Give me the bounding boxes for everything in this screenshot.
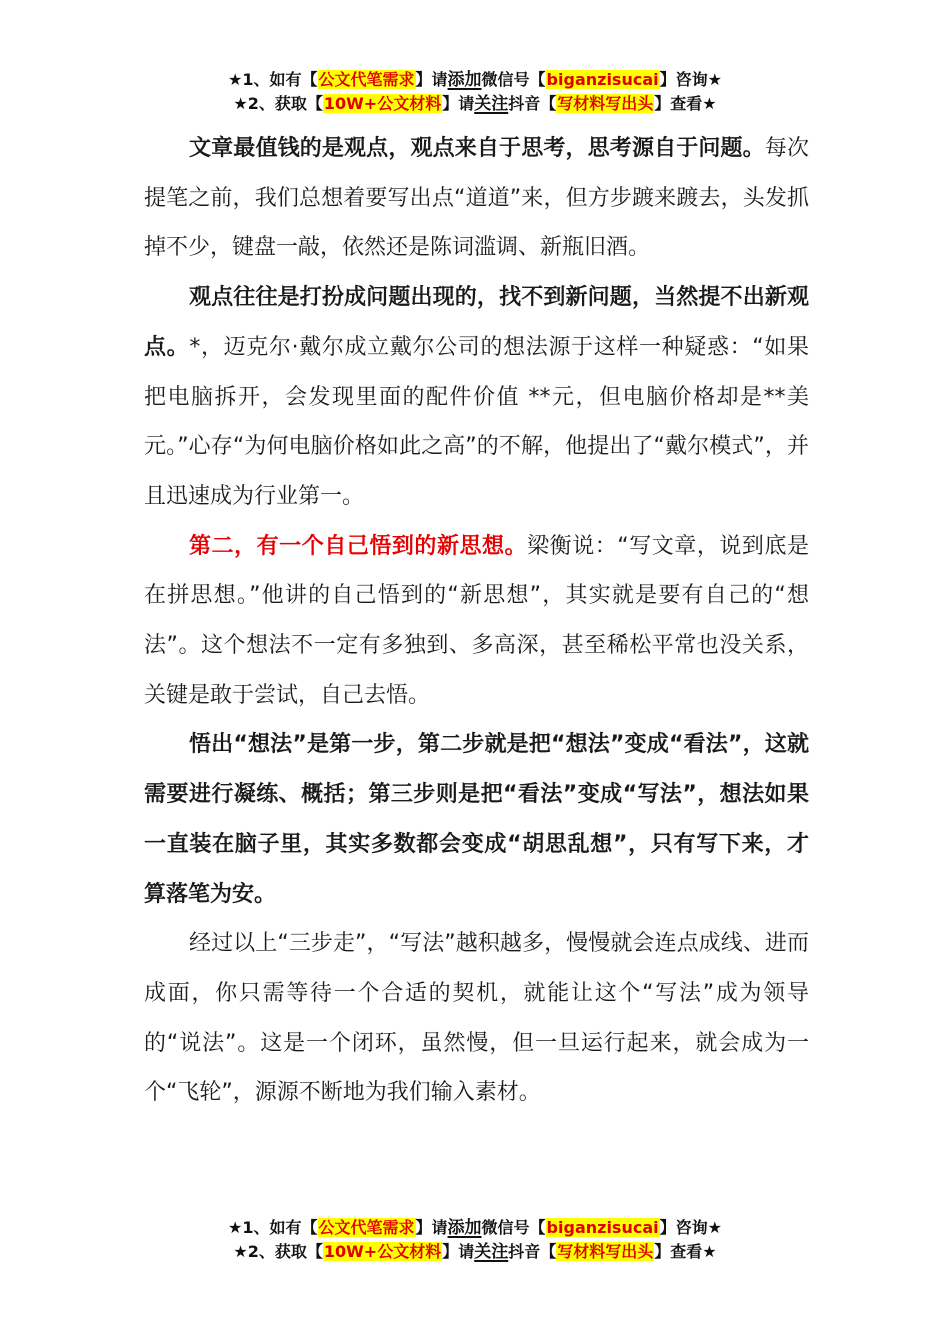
highlight-materials: 10W+公文材料 [323,94,442,113]
paragraph-5: 经过以上“三步走”，“写法”越积越多，慢慢就会连点成线、进而成面，你只需等待一个合适的契机，就能让这个“写法”成为领导的“说法”。这是一个闭环，虽然慢，但一旦运行起来，就会成为一个“飞轮”，源源不断地为我们输入素材。 [144,931,809,1106]
footer-underlined-follow: 关注 [474,1242,509,1262]
paragraph-1: 文章最值钱的是观点，观点来自于思考，思考源自于问题。每次提笔之前，我们总想着要写出点“道道”来，但方步踱来踱去，头发抓掉不少，键盘一敲，依然还是陈词滥调、新瓶旧酒。 [144,136,809,261]
paragraph-4: 悟出“想法”是第一步，第二步就是把“想法”变成“看法”，这就需要进行凝练、概括；第三步则是把“看法”变成“写法”，想法如果一直装在脑子里，其实多数都会变成“胡思乱想”，只有写下来，才算落笔为安。 [144,732,809,907]
footer-underlined-add: 添加 [447,1218,482,1238]
footer-highlight-service: 公文代笔需求 [318,1218,415,1237]
paragraph-2: 观点往往是打扮成问题出现的，找不到新问题，当然提不出新观点。*，迈克尔·戴尔成立戴尔公司的想法源于这样一种疑惑：“如果把电脑拆开，会发现里面的配件价值 **元，但电脑价格却是**美元。”心存“为何电脑价格如此之高”的不解，他提出了“戴尔模式”，并且迅速成为行业第一。 [144,285,809,509]
paragraph-3: 第二，有一个自己悟到的新思想。梁衡说：“写文章，说到底是在拼思想。”他讲的自己悟到的“新思想”，其实就是要有自己的“想法”。这个想法不一定有多独到、多高深，甚至稀松平常也没关系，关键是敢于尝试，自己去悟。 [144,533,809,708]
underlined-add: 添加 [447,70,482,90]
footer-line-1: ★1、如有【公文代笔需求】请添加微信号【biganzisucai】咨询★ [228,1218,722,1238]
article-body [144,124,809,1118]
header-banner [0,68,950,116]
underlined-follow: 关注 [474,94,509,114]
footer-highlight-douyin: 写材料写出头 [557,1242,654,1261]
highlight-wechat-id: biganzisucai [546,70,659,89]
banner-line-1: ★1、如有【公文代笔需求】请添加微信号【biganzisucai】咨询★ [228,70,722,90]
section-heading-second: 第二，有一个自己悟到的新思想。 [189,533,528,559]
footer-highlight-wechat-id: biganzisucai [546,1218,659,1237]
highlight-douyin: 写材料写出头 [557,94,654,113]
footer-highlight-materials: 10W+公文材料 [323,1242,442,1261]
footer-banner [0,1216,950,1264]
footer-line-2: ★2、获取【10W+公文材料】请关注抖音【写材料写出头】查看★ [233,1242,717,1262]
highlight-service: 公文代笔需求 [318,70,415,89]
banner-line-2: ★2、获取【10W+公文材料】请关注抖音【写材料写出头】查看★ [233,94,717,114]
